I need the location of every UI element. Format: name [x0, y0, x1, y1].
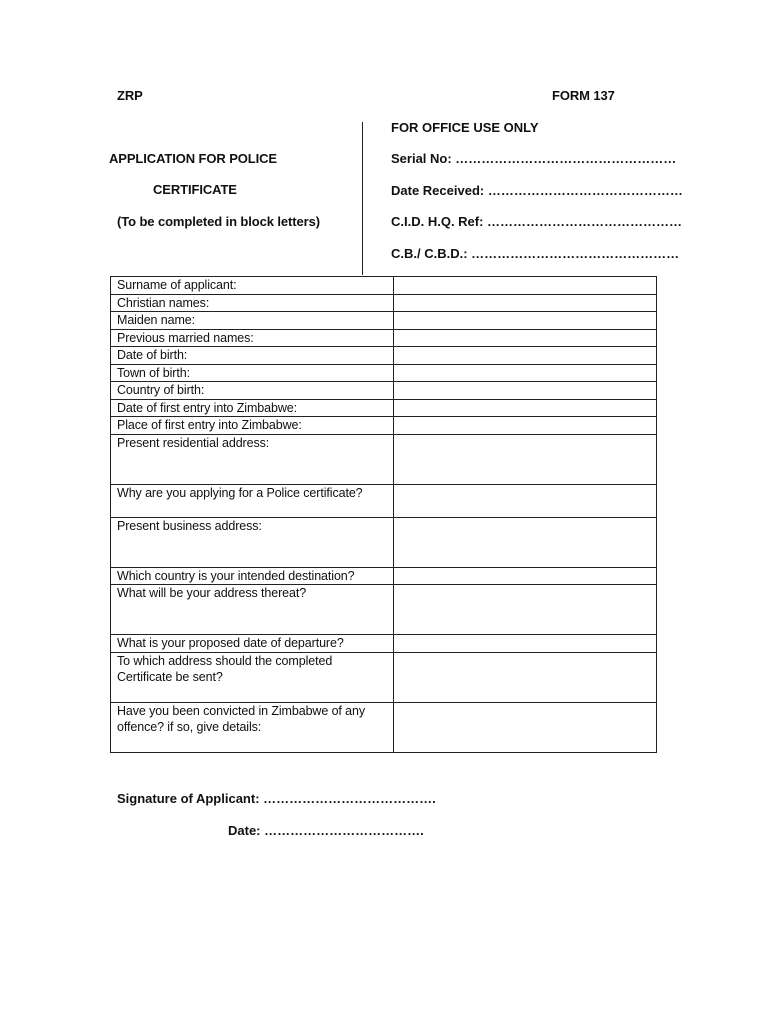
answer-christian-names[interactable]: [394, 294, 657, 312]
signature-date-field[interactable]: Date: ……………………………….: [228, 823, 424, 838]
answer-previous-married-names[interactable]: [394, 329, 657, 347]
table-row: [111, 517, 657, 567]
table-row: [111, 382, 657, 400]
table-row: [111, 434, 657, 484]
question-town-of-birth: Town of birth:: [111, 364, 394, 382]
answer-residential-address[interactable]: [394, 434, 657, 484]
answer-maiden-name[interactable]: [394, 312, 657, 330]
answer-surname[interactable]: [394, 277, 657, 295]
answer-reason-for-certificate[interactable]: [394, 484, 657, 517]
question-place-first-entry: Place of first entry into Zimbabwe:: [111, 417, 394, 435]
header-divider: [362, 122, 363, 275]
date-received-field: Date Received: ………………………………………: [391, 183, 683, 198]
question-residential-address: Present residential address:: [111, 434, 394, 484]
form-number: FORM 137: [552, 88, 615, 103]
serial-number-field: Serial No: ……………………………………………: [391, 151, 677, 166]
question-destination-country: Which country is your intended destination?: [111, 567, 394, 585]
table-row: [111, 364, 657, 382]
answer-town-of-birth[interactable]: [394, 364, 657, 382]
table-row: [111, 347, 657, 365]
table-row: [111, 585, 657, 635]
answer-certificate-delivery-address[interactable]: [394, 652, 657, 702]
block-letters-instruction: (To be completed in block letters): [117, 214, 320, 229]
table-row: [111, 312, 657, 330]
form-title-line2: CERTIFICATE: [153, 182, 237, 197]
question-date-first-entry: Date of first entry into Zimbabwe:: [111, 399, 394, 417]
answer-address-thereat[interactable]: [394, 585, 657, 635]
question-address-thereat: What will be your address thereat?: [111, 585, 394, 635]
answer-destination-country[interactable]: [394, 567, 657, 585]
question-previous-married-names: Previous married names:: [111, 329, 394, 347]
applicant-signature-field[interactable]: Signature of Applicant: ………………………………….: [117, 791, 436, 806]
cb-cbd-field: C.B./ C.B.D.: …………………………………………: [391, 246, 680, 261]
question-maiden-name: Maiden name:: [111, 312, 394, 330]
question-country-of-birth: Country of birth:: [111, 382, 394, 400]
table-row: [111, 329, 657, 347]
answer-convictions[interactable]: [394, 702, 657, 752]
table-row: [111, 484, 657, 517]
answer-departure-date[interactable]: [394, 635, 657, 653]
table-row: [111, 567, 657, 585]
question-business-address: Present business address:: [111, 517, 394, 567]
table-row: [111, 399, 657, 417]
question-date-of-birth: Date of birth:: [111, 347, 394, 365]
question-convictions: Have you been convicted in Zimbabwe of any offence? if so, give details:: [111, 702, 394, 752]
table-row: [111, 635, 657, 653]
office-use-heading: FOR OFFICE USE ONLY: [391, 120, 539, 135]
table-row: [111, 417, 657, 435]
question-reason-for-certificate: Why are you applying for a Police certificate?: [111, 484, 394, 517]
question-surname: Surname of applicant:: [111, 277, 394, 295]
cid-hq-ref-field: C.I.D. H.Q. Ref: ………………………………………: [391, 214, 683, 229]
table-row: [111, 277, 657, 295]
question-departure-date: What is your proposed date of departure?: [111, 635, 394, 653]
table-row: [111, 702, 657, 752]
answer-date-of-birth[interactable]: [394, 347, 657, 365]
answer-date-first-entry[interactable]: [394, 399, 657, 417]
answer-business-address[interactable]: [394, 517, 657, 567]
table-row: [111, 294, 657, 312]
application-table: [110, 276, 657, 753]
question-christian-names: Christian names:: [111, 294, 394, 312]
form-title-line1: APPLICATION FOR POLICE: [109, 151, 278, 166]
question-certificate-delivery-address: To which address should the completed Certificate be sent?: [111, 652, 394, 702]
answer-place-first-entry[interactable]: [394, 417, 657, 435]
answer-country-of-birth[interactable]: [394, 382, 657, 400]
org-code: ZRP: [117, 88, 143, 103]
table-row: [111, 652, 657, 702]
